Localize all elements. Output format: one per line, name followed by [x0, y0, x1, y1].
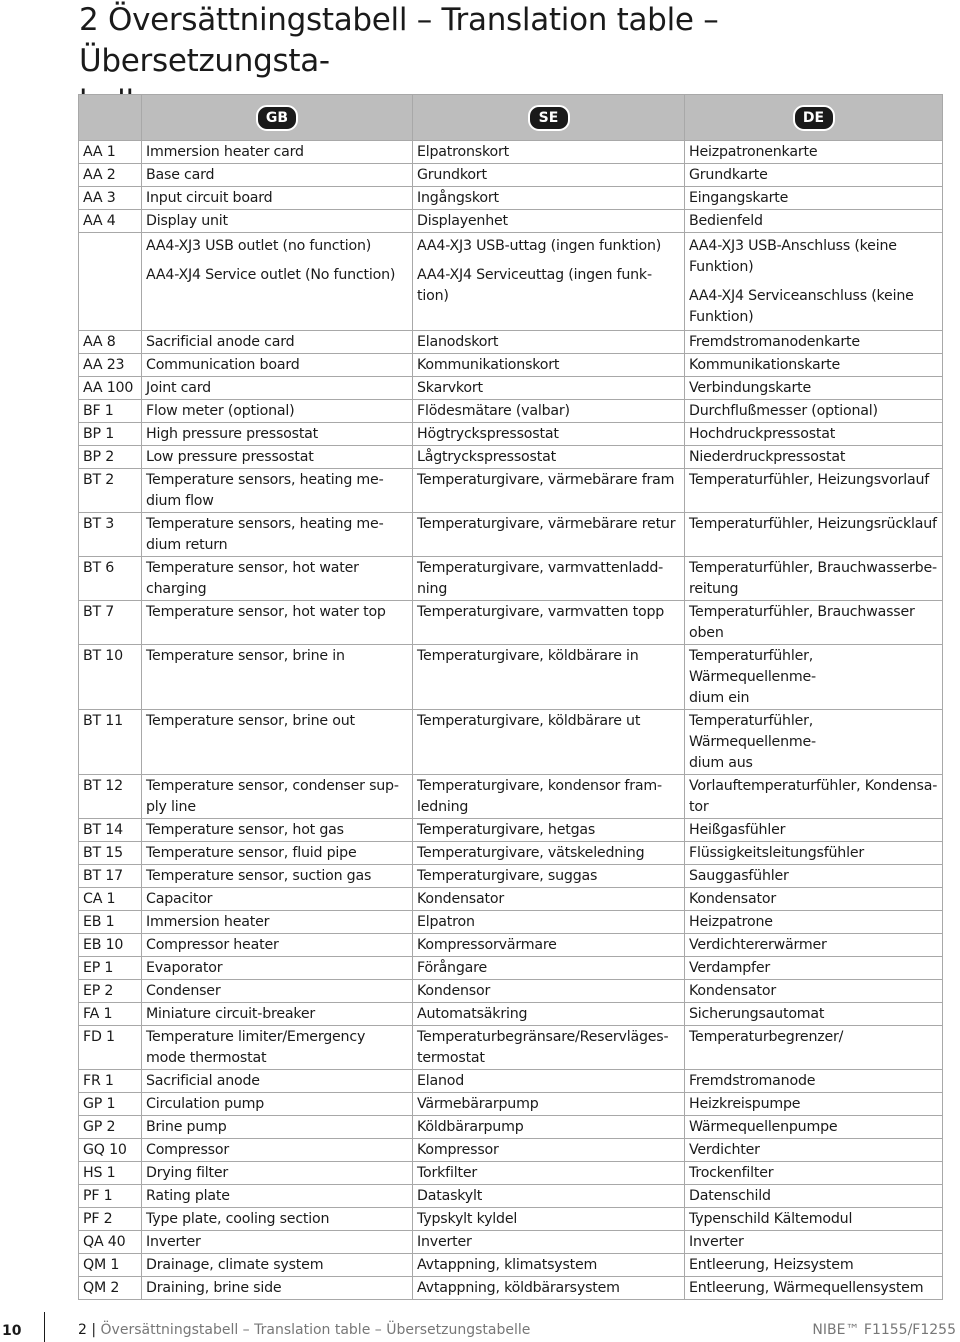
table-row: [79, 1070, 943, 1093]
cell-se: Elpatron: [413, 911, 685, 934]
cell-se: Temperaturgivare, köldbärare in: [413, 645, 685, 710]
cell-se: Temperaturgivare, suggas: [413, 865, 685, 888]
table-row: [79, 1139, 943, 1162]
table-row: [79, 601, 943, 645]
cell-se: Lågtryckspressostat: [413, 446, 685, 469]
table-row: [79, 377, 943, 400]
cell-gb: Communication board: [142, 354, 413, 377]
cell-se: Temperaturgivare, varmvattenladd- ning: [413, 557, 685, 601]
cell-se: Kompressor: [413, 1139, 685, 1162]
table-row: [79, 1162, 943, 1185]
cell-code: AA 4: [79, 210, 142, 233]
cell-se: Elpatronskort: [413, 141, 685, 164]
cell-gb: Capacitor: [142, 888, 413, 911]
cell-aa4-sub-se: [413, 233, 685, 331]
se-badge: SE: [528, 105, 570, 131]
cell-code: FA 1: [79, 1003, 142, 1026]
cell-de: Verdichter: [685, 1139, 943, 1162]
cell-gb: Temperature sensor, brine out: [142, 710, 413, 775]
aa4-subrow: [79, 233, 943, 331]
cell-se: Torkfilter: [413, 1162, 685, 1185]
cell-se: Kommunikationskort: [413, 354, 685, 377]
cell-gb: Compressor: [142, 1139, 413, 1162]
cell-de: Heizpatrone: [685, 911, 943, 934]
cell-gb: Drainage, climate system: [142, 1254, 413, 1277]
cell-de: Vorlauftemperaturfühler, Kondensa- tor: [685, 775, 943, 819]
footer-section: [78, 1322, 530, 1338]
cell-code: BT 15: [79, 842, 142, 865]
cell-se: Förångare: [413, 957, 685, 980]
cell-code: QM 2: [79, 1277, 142, 1300]
cell-code: BT 2: [79, 469, 142, 513]
cell-gb: Display unit: [142, 210, 413, 233]
cell-se: Temperaturgivare, köldbärare ut: [413, 710, 685, 775]
cell-de: Sauggasfühler: [685, 865, 943, 888]
cell-de: Datenschild: [685, 1185, 943, 1208]
cell-se: Värmebärarpump: [413, 1093, 685, 1116]
cell-gb: Flow meter (optional): [142, 400, 413, 423]
cell-gb: Sacrificial anode card: [142, 331, 413, 354]
table-row: [79, 819, 943, 842]
cell-de: Trockenfilter: [685, 1162, 943, 1185]
cell-de: Temperaturfühler, Heizungsvorlauf: [685, 469, 943, 513]
table-row: [79, 354, 943, 377]
cell-code: QM 1: [79, 1254, 142, 1277]
cell-code: BT 11: [79, 710, 142, 775]
table-row: [79, 210, 943, 233]
cell-code: BT 14: [79, 819, 142, 842]
table-row: [79, 187, 943, 210]
cell-se: Elanod: [413, 1070, 685, 1093]
cell-code: FD 1: [79, 1026, 142, 1070]
cell-gb: Temperature sensors, heating me- dium flow: [142, 469, 413, 513]
cell-de: Temperaturfühler, Wärmequellenme- dium ein: [685, 645, 943, 710]
cell-gb: Immersion heater: [142, 911, 413, 934]
page-number-box: [0, 1312, 45, 1342]
cell-gb: High pressure pressostat: [142, 423, 413, 446]
cell-de: Durchflußmesser (optional): [685, 400, 943, 423]
table-row: [79, 842, 943, 865]
footer-section-title: Översättningstabell – Translation table – Übersetzungstabelle: [100, 1322, 531, 1338]
table-row: [79, 775, 943, 819]
cell-code: EP 2: [79, 980, 142, 1003]
cell-se: Displayenhet: [413, 210, 685, 233]
cell-de: Sicherungsautomat: [685, 1003, 943, 1026]
cell-se: Köldbärarpump: [413, 1116, 685, 1139]
cell-code: AA 100: [79, 377, 142, 400]
header-gb-cell: [142, 95, 413, 141]
cell-de: Fremdstromanode: [685, 1070, 943, 1093]
cell-gb: Circulation pump: [142, 1093, 413, 1116]
cell-gb: Base card: [142, 164, 413, 187]
cell-se: Kondensator: [413, 888, 685, 911]
cell-gb: Condenser: [142, 980, 413, 1003]
cell-gb: Draining, brine side: [142, 1277, 413, 1300]
cell-se: Temperaturbegränsare/Reservläges- termostat: [413, 1026, 685, 1070]
cell-se: Temperaturgivare, kondensor fram- ledning: [413, 775, 685, 819]
cell-de: Inverter: [685, 1231, 943, 1254]
cell-de: Temperaturfühler, Heizungsrücklauf: [685, 513, 943, 557]
table-row: [79, 645, 943, 710]
cell-code: GP 2: [79, 1116, 142, 1139]
table-row: [79, 865, 943, 888]
table-row: [79, 513, 943, 557]
cell-se: Ingångskort: [413, 187, 685, 210]
cell-code: AA 2: [79, 164, 142, 187]
cell-gb: Temperature limiter/Emergency mode thermostat: [142, 1026, 413, 1070]
table-row: [79, 957, 943, 980]
translation-table: [78, 94, 943, 1300]
cell-gb: Joint card: [142, 377, 413, 400]
cell-de: Kondensator: [685, 980, 943, 1003]
header-de-cell: [685, 95, 943, 141]
cell-se: Temperaturgivare, värmebärare retur: [413, 513, 685, 557]
cell-de: Heißgasfühler: [685, 819, 943, 842]
cell-gb: Rating plate: [142, 1185, 413, 1208]
table-row: [79, 1254, 943, 1277]
table-row: [79, 141, 943, 164]
cell-aa4-sub-gb: [142, 233, 413, 331]
cell-code: EP 1: [79, 957, 142, 980]
cell-gb: Type plate, cooling section: [142, 1208, 413, 1231]
cell-de: Bedienfeld: [685, 210, 943, 233]
cell-gb: Temperature sensors, heating me- dium return: [142, 513, 413, 557]
cell-gb: Temperature sensor, brine in: [142, 645, 413, 710]
cell-gb: Low pressure pressostat: [142, 446, 413, 469]
cell-code: GQ 10: [79, 1139, 142, 1162]
cell-se: Automatsäkring: [413, 1003, 685, 1026]
aa4-sub-entry: AA4-XJ4 Serviceanschluss (keine Funktion): [689, 288, 914, 325]
aa4-sub-entry: AA4-XJ3 USB-Anschluss (keine Funktion): [689, 238, 897, 275]
cell-se: Högtryckspressostat: [413, 423, 685, 446]
cell-gb: Immersion heater card: [142, 141, 413, 164]
cell-gb: Brine pump: [142, 1116, 413, 1139]
cell-de: Typenschild Kältemodul: [685, 1208, 943, 1231]
table-row: [79, 557, 943, 601]
table-row: [79, 164, 943, 187]
cell-de: Hochdruckpressostat: [685, 423, 943, 446]
cell-code: GP 1: [79, 1093, 142, 1116]
cell-gb: Evaporator: [142, 957, 413, 980]
table-row: [79, 911, 943, 934]
cell-se: Avtappning, köldbärarsystem: [413, 1277, 685, 1300]
de-badge: DE: [793, 105, 835, 131]
cell-de: Temperaturfühler, Brauchwasser oben: [685, 601, 943, 645]
cell-se: Kompressorvärmare: [413, 934, 685, 957]
table-row: [79, 1231, 943, 1254]
cell-code: BT 12: [79, 775, 142, 819]
cell-code: BF 1: [79, 400, 142, 423]
cell-code: BP 2: [79, 446, 142, 469]
table-row: [79, 1116, 943, 1139]
cell-code: HS 1: [79, 1162, 142, 1185]
cell-aa4-sub-de: [685, 233, 943, 331]
cell-de: Grundkarte: [685, 164, 943, 187]
table-row: [79, 710, 943, 775]
cell-gb: Temperature sensor, hot water top: [142, 601, 413, 645]
cell-gb: Inverter: [142, 1231, 413, 1254]
cell-gb: Drying filter: [142, 1162, 413, 1185]
cell-de: Kondensator: [685, 888, 943, 911]
header-code-cell: [79, 95, 142, 141]
cell-gb: Sacrificial anode: [142, 1070, 413, 1093]
table-row: [79, 331, 943, 354]
table-header-row: [79, 95, 943, 141]
page-title: 2 Översättningstabell – Translation table – Übersetzungsta-: [79, 2, 719, 79]
cell-code: AA 1: [79, 141, 142, 164]
aa4-sub-entry: AA4-XJ4 Service outlet (No function): [146, 267, 396, 283]
table-row: [79, 1026, 943, 1070]
table-row: [79, 400, 943, 423]
cell-se: Typskylt kyldel: [413, 1208, 685, 1231]
page-number: 10: [2, 1323, 22, 1339]
page-footer: [0, 1312, 960, 1342]
cell-se: Temperaturgivare, vätskeledning: [413, 842, 685, 865]
aa4-sub-entry: AA4-XJ3 USB outlet (no function): [146, 238, 372, 254]
cell-de: Entleerung, Heizsystem: [685, 1254, 943, 1277]
cell-de: Eingangskarte: [685, 187, 943, 210]
cell-gb: Temperature sensor, hot gas: [142, 819, 413, 842]
cell-de: Verbindungskarte: [685, 377, 943, 400]
cell-de: Entleerung, Wärmequellensystem: [685, 1277, 943, 1300]
cell-gb: Temperature sensor, condenser sup- ply line: [142, 775, 413, 819]
cell-gb: Temperature sensor, suction gas: [142, 865, 413, 888]
cell-code: QA 40: [79, 1231, 142, 1254]
cell-code: PF 2: [79, 1208, 142, 1231]
cell-code: EB 1: [79, 911, 142, 934]
table-row: [79, 1208, 943, 1231]
cell-code: BT 7: [79, 601, 142, 645]
cell-se: Temperaturgivare, hetgas: [413, 819, 685, 842]
cell-de: Niederdruckpressostat: [685, 446, 943, 469]
table-row: [79, 934, 943, 957]
cell-code: CA 1: [79, 888, 142, 911]
header-se-cell: [413, 95, 685, 141]
cell-se: Elanodskort: [413, 331, 685, 354]
cell-de: Fremdstromanodenkarte: [685, 331, 943, 354]
gb-badge: GB: [256, 105, 298, 131]
table-row: [79, 423, 943, 446]
cell-se: Skarvkort: [413, 377, 685, 400]
cell-se: Dataskylt: [413, 1185, 685, 1208]
cell-code: PF 1: [79, 1185, 142, 1208]
footer-brand: NIBE™ F1155/F1255: [812, 1322, 956, 1338]
cell-code: BT 6: [79, 557, 142, 601]
cell-code: AA 8: [79, 331, 142, 354]
cell-gb: Compressor heater: [142, 934, 413, 957]
cell-gb: Temperature sensor, fluid pipe: [142, 842, 413, 865]
cell-code: BT 3: [79, 513, 142, 557]
table-row: [79, 469, 943, 513]
cell-code: BP 1: [79, 423, 142, 446]
table-row: [79, 1185, 943, 1208]
aa4-sub-entry: AA4-XJ4 Serviceuttag (ingen funk- tion): [417, 267, 652, 304]
cell-code-empty: [79, 233, 142, 331]
cell-de: Kommunikationskarte: [685, 354, 943, 377]
cell-code: FR 1: [79, 1070, 142, 1093]
cell-de: Verdampfer: [685, 957, 943, 980]
cell-se: Inverter: [413, 1231, 685, 1254]
cell-de: Temperaturfühler, Wärmequellenme- dium aus: [685, 710, 943, 775]
cell-de: Flüssigkeitsleitungsfühler: [685, 842, 943, 865]
cell-code: AA 23: [79, 354, 142, 377]
footer-section-prefix: 2 |: [78, 1322, 101, 1338]
cell-se: Grundkort: [413, 164, 685, 187]
table-row: [79, 1093, 943, 1116]
cell-gb: Temperature sensor, hot water charging: [142, 557, 413, 601]
table-row: [79, 1003, 943, 1026]
table-row: [79, 1277, 943, 1300]
cell-de: Wärmequellenpumpe: [685, 1116, 943, 1139]
cell-gb: Input circuit board: [142, 187, 413, 210]
cell-code: AA 3: [79, 187, 142, 210]
cell-code: BT 10: [79, 645, 142, 710]
cell-se: Temperaturgivare, varmvatten topp: [413, 601, 685, 645]
cell-gb: Miniature circuit-breaker: [142, 1003, 413, 1026]
cell-se: Flödesmätare (valbar): [413, 400, 685, 423]
cell-se: Kondensor: [413, 980, 685, 1003]
cell-de: Verdichtererwärmer: [685, 934, 943, 957]
cell-se: Temperaturgivare, värmebärare fram: [413, 469, 685, 513]
aa4-sub-entry: AA4-XJ3 USB-uttag (ingen funktion): [417, 238, 662, 254]
cell-se: Avtappning, klimatsystem: [413, 1254, 685, 1277]
cell-code: EB 10: [79, 934, 142, 957]
table-row: [79, 980, 943, 1003]
cell-de: Temperaturbegrenzer/: [685, 1026, 943, 1070]
cell-de: Heizpatronenkarte: [685, 141, 943, 164]
table-row: [79, 888, 943, 911]
cell-code: BT 17: [79, 865, 142, 888]
cell-de: Heizkreispumpe: [685, 1093, 943, 1116]
table-row: [79, 446, 943, 469]
cell-de: Temperaturfühler, Brauchwasserbe- reitung: [685, 557, 943, 601]
